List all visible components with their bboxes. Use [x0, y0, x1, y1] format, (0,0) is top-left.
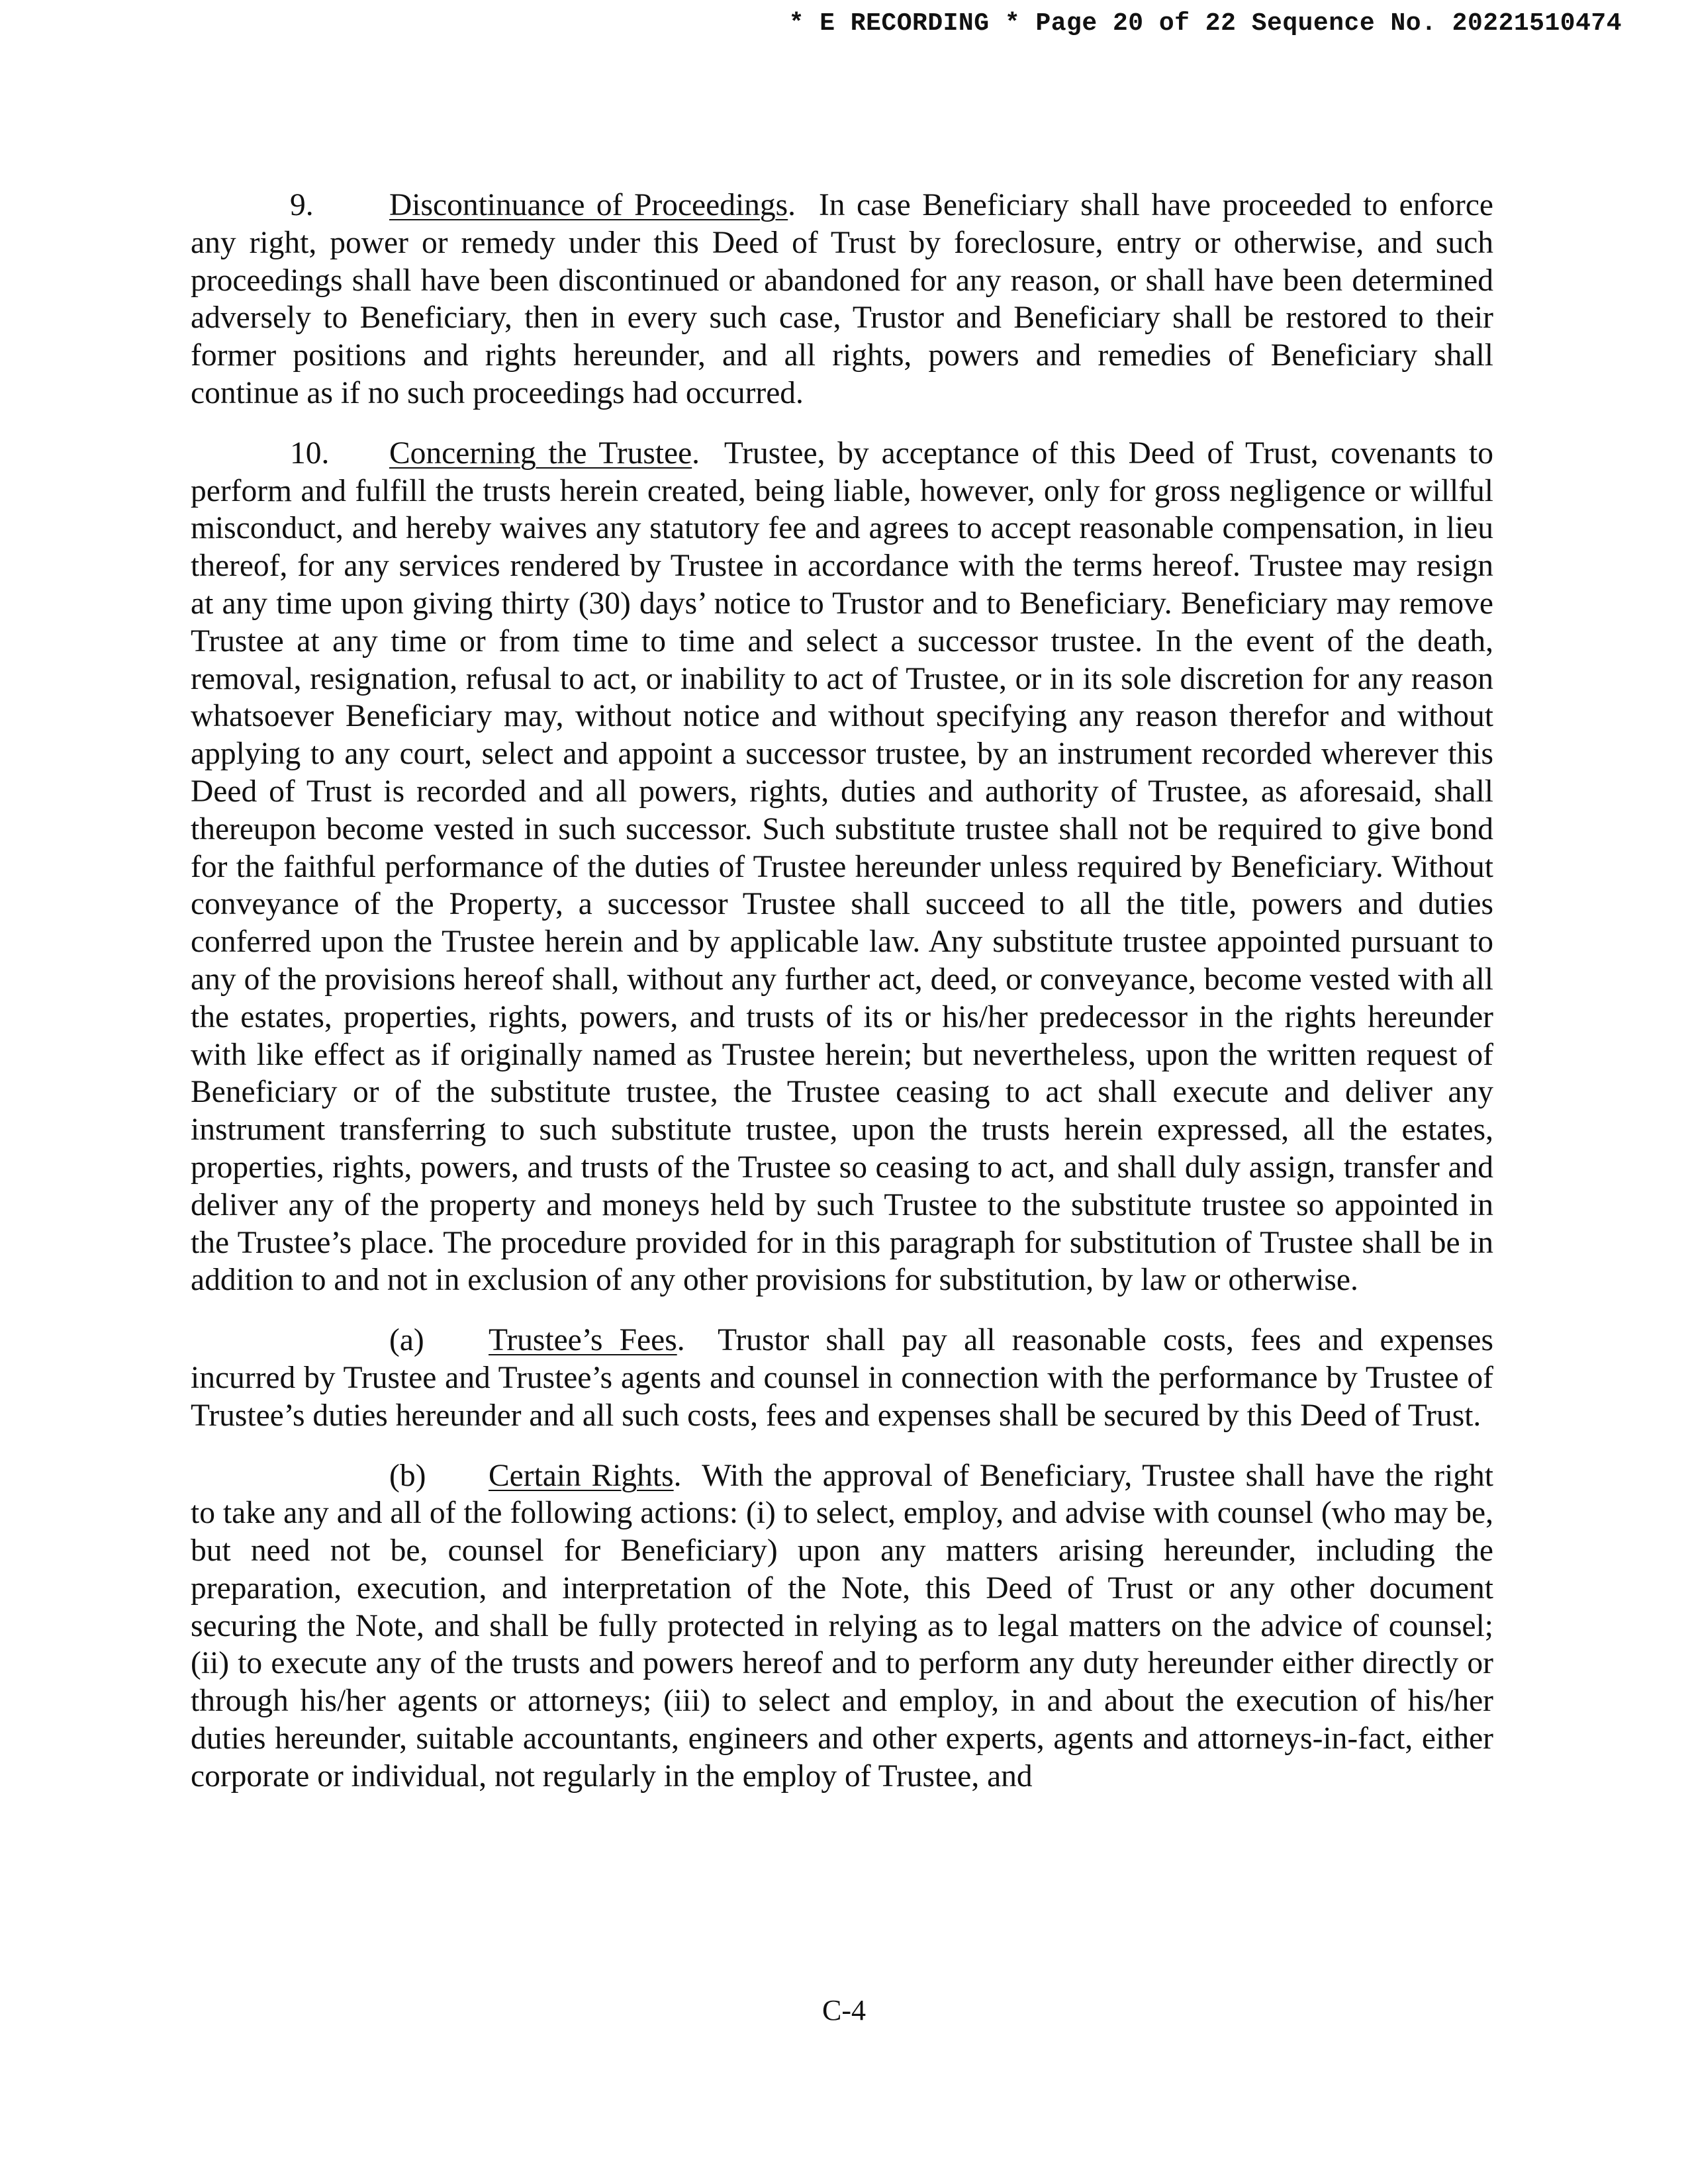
subsection-a: (a) Trustee’s Fees. Trustor shall pay all reasonable costs, fees and expenses incurred by Trustee and Trustee’s agents and counsel in connection with the performance by Trustee of Trustee’s duties hereunder and all such costs, fees and expenses shall be secured by this Deed of Trust.	[191, 1323, 1493, 1433]
section-text: Trustee, by acceptance of this Deed of Trust, covenants to perform and fulfill the trusts herein created, being liable, however, only for gross negligence or willful misconduct, and hereby waives any statutory fee and agrees to accept reasonable compensation, in lieu thereof, for any services rendered by Trustee in accordance with the terms hereof. Trustee may resign at any time upon giving thirty (30) days’ notice to Trustor and to Beneficiary. Beneficiary may remove Trustee at any time or from time to time and select a successor trustee. In the event of the death, removal, resignation, refusal to act, or inability to act of Trustee, or in its sole discretion for any reason whatsoever Beneficiary may, without notice and without specifying any reason therefor and without applying to any court, select and appoint a successor trustee, by an instrument recorded wherever this Deed of Trust is recorded and all powers, rights, duties and authority of Trustee, as aforesaid, shall thereupon become vested in such successor. Such substitute trustee shall not be required to give bond for the faithful performance of the duties of Trustee hereunder unless required by Beneficiary. Without conveyance of the Property, a successor Trustee shall succeed to all the title, powers and duties conferred upon the Trustee herein and by applicable law. Any substitute trustee appointed pursuant to any of the provisions hereof shall, without any further act, deed, or conveyance, become vested with all the estates, properties, rights, powers, and trusts of its or his/her predecessor in the rights hereunder with like effect as if originally named as Trustee herein; but nevertheless, upon the written request of Beneficiary or of the substitute trustee, the Trustee ceasing to act shall execute and deliver any instrument transferring to such substitute trustee, upon the trusts herein expressed, all the estates, properties, rights, powers, and trusts of the Trustee so ceasing to act, and shall duly assign, transfer and deliver any of the property and moneys held by such Trustee to the substitute trustee so appointed in the Trustee’s place. The procedure provided for in this paragraph for substitution of Trustee shall be in addition to and not in exclusion of any other provisions for substitution, by law or otherwise.	[191, 435, 1493, 1298]
section-heading: Concerning the Trustee	[389, 435, 692, 471]
subsection-heading: Certain Rights	[489, 1458, 674, 1493]
section-9: 9. Discontinuance of Proceedings. In case Beneficiary shall have proceeded to enforce any right, power or remedy under this Deed of Trust by foreclosure, entry or otherwise, and such proceedings shall have been discontinued or abandoned for any reason, or shall have been determined adversely to Beneficiary, then in every such case, Trustor and Beneficiary shall be restored to their former positions and rights hereunder, and all rights, powers and remedies of Beneficiary shall continue as if no such proceedings had occurred.	[191, 188, 1494, 410]
subsection-text: Trustor shall pay all reasonable costs, fees and expenses incurred by Trustee and Trustee’s agents and counsel in connection with the performance by Trustee of Trustee’s duties hereunder and all such costs, fees and expenses shall be secured by this Deed of Trust.	[191, 1323, 1493, 1433]
section-10: 10. Concerning the Trustee. Trustee, by acceptance of this Deed of Trust, covenants to perform and fulfill the trusts herein created, being liable, however, only for gross negligence or willful misconduct, and hereby waives any statutory fee and agrees to accept reasonable compensation, in lieu thereof, for any services rendered by Trustee in accordance with the terms hereof. Trustee may resign at any time upon giving thirty (30) days’ notice to Trustor and to Beneficiary. Beneficiary may remove Trustee at any time or from time to time and select a successor trustee. In the event of the death, removal, resignation, refusal to act, or inability to act of Trustee, or in its sole discretion for any reason whatsoever Beneficiary may, without notice and without specifying any reason therefor and without applying to any court, select and appoint a successor trustee, by an instrument recorded wherever this Deed of Trust is recorded and all powers, rights, duties and authority of Trustee, as aforesaid, shall thereupon become vested in such successor. Such substitute trustee shall not be required to give bond for the faithful performance of the duties of Trustee hereunder unless required by Beneficiary. Without conveyance of the Property, a successor Trustee shall succeed to all the title, powers and duties conferred upon the Trustee herein and by applicable law. Any substitute trustee appointed pursuant to any of the provisions hereof shall, without any further act, deed, or conveyance, become vested with all the estates, properties, rights, powers, and trusts of its or his/her predecessor in the rights hereunder with like effect as if originally named as Trustee herein; but nevertheless, upon the written request of Beneficiary or of the substitute trustee, the Trustee ceasing to act shall execute and deliver any instrument transferring to such substitute trustee, upon the trusts herein expressed, all the estates, properties, rights, powers, and trusts of the Trustee so ceasing to act, and shall duly assign, transfer and deliver any of the property and moneys held by such Trustee to the substitute trustee so appointed in the Trustee’s place. The procedure provided for in this paragraph for substitution of Trustee shall be in addition to and not in exclusion of any other provisions for substitution, by law or otherwise.	[191, 435, 1493, 1298]
subsection-text: With the approval of Beneficiary, Trustee shall have the right to take any and all of the following actions: (i) to select, employ, and advise with counsel (who may be, but need not be, counsel for Beneficiary) upon any matters arising hereunder, including the preparation, execution, and interpretation of the Note, this Deed of Trust or any other document securing the Note, and shall be fully protected in relying as to legal matters on the advice of counsel; (ii) to execute any of the trusts and powers hereof and to perform any duty hereunder either directly or through his/her agents or attorneys; (iii) to select and employ, in and about the execution of his/her duties hereunder, suitable accountants, engineers and other experts, agents and attorneys-in-fact, either corporate or individual, not regularly in the employ of Trustee, and	[191, 1458, 1493, 1794]
subsection-label: (b)	[389, 1458, 426, 1493]
section-heading: Discontinuance of Proceedings	[389, 188, 788, 222]
recording-header: * E RECORDING * Page 20 of 22 Sequence No. 20221510474	[788, 9, 1622, 38]
subsection-heading: Trustee’s Fees	[489, 1323, 677, 1358]
section-text: In case Beneficiary shall have proceeded to enforce any right, power or remedy under this Deed of Trust by foreclosure, entry or otherwise, and such proceedings shall have been discontinued or abandoned for any reason, or shall have been determined adversely to Beneficiary, then in every such case, Trustor and Beneficiary shall be restored to their former positions and rights hereunder, and all rights, powers and remedies of Beneficiary shall continue as if no such proceedings had occurred.	[191, 188, 1494, 410]
subsection-label: (a)	[389, 1323, 424, 1358]
subsection-b: (b) Certain Rights. With the approval of Beneficiary, Trustee shall have the right to take any and all of the following actions: (i) to select, employ, and advise with counsel (who may be, but need not be, counsel for Beneficiary) upon any matters arising hereunder, including the preparation, execution, and interpretation of the Note, this Deed of Trust or any other document securing the Note, and shall be fully protected in relying as to legal matters on the advice of counsel; (ii) to execute any of the trusts and powers hereof and to perform any duty hereunder either directly or through his/her agents or attorneys; (iii) to select and employ, in and about the execution of his/her duties hereunder, suitable accountants, engineers and other experts, agents and attorneys-in-fact, either corporate or individual, not regularly in the employ of Trustee, and	[191, 1458, 1493, 1794]
section-number: 10.	[290, 435, 330, 471]
section-number: 9.	[290, 188, 314, 222]
document-body	[191, 187, 1493, 1818]
page-number: C-4	[822, 1994, 866, 2026]
